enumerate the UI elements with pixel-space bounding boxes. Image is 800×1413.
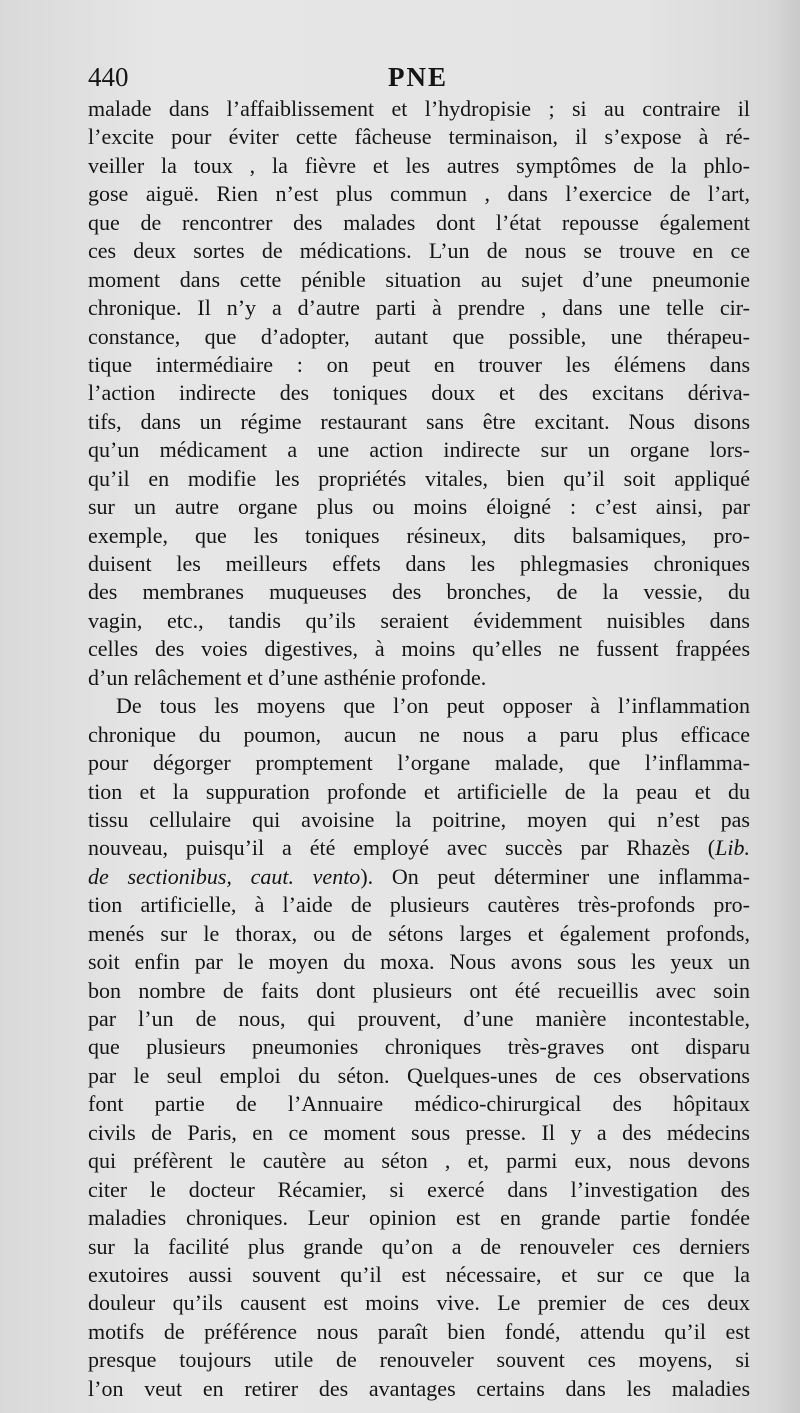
text-line: tissu cellulaire qui avoisine la poitrine, moyen qui n’est pas bbox=[88, 806, 750, 832]
text-line: qu’un médicament a une action indirecte sur un organe lors- bbox=[88, 437, 750, 463]
text-line: sur un autre organe plus ou moins éloigné : c’est ainsi, par bbox=[88, 494, 750, 520]
text-line: exutoires aussi souvent qu’il est nécessaire, et sur ce que la bbox=[88, 1261, 750, 1287]
text-line: qu’il en modifie les propriétés vitales, bien qu’il soit appliqué bbox=[88, 465, 750, 491]
text-line: citer le docteur Récamier, si exercé dans l’investigation des bbox=[88, 1176, 750, 1202]
citation-italic: Lib. bbox=[715, 835, 750, 861]
text-line: tion artificielle, à l’aide de plusieurs cautères très-profonds pro- bbox=[88, 892, 750, 918]
citation-italic: de sectionibus, caut. vento bbox=[88, 863, 361, 889]
text-line: vagin, etc., tandis qu’ils seraient évidemment nuisibles dans bbox=[88, 607, 750, 633]
text-line: que plusieurs pneumonies chroniques très-graves ont disparu bbox=[88, 1034, 750, 1060]
text-line: menés sur le thorax, ou de sétons larges et également profonds, bbox=[88, 920, 750, 946]
text-line: veiller la toux , la fièvre et les autres symptômes de la phlo- bbox=[88, 152, 750, 178]
page-number: 440 bbox=[88, 62, 129, 92]
text-line: maladies chroniques. Leur opinion est en grande partie fondée bbox=[88, 1205, 750, 1231]
text-line: par le seul emploi du séton. Quelques-unes de ces observations bbox=[88, 1062, 750, 1088]
paragraph-end-line: d’un relâchement et d’une asthénie profonde. bbox=[88, 664, 487, 690]
text-line: par l’un de nous, qui prouvent, d’une manière incontestable, bbox=[88, 1006, 750, 1031]
text-line: que de rencontrer des malades dont l’état repousse également bbox=[88, 209, 750, 235]
text-line-with-citation bbox=[88, 834, 750, 862]
text-line: constance, que d’adopter, autant que possible, une thérapeu- bbox=[88, 323, 750, 349]
text-line: chronique. Il n’y a d’autre parti à prendre , dans une telle cir- bbox=[88, 295, 750, 321]
text-line: gose aiguë. Rien n’est plus commun , dans l’exercice de l’art, bbox=[88, 181, 750, 207]
text-line: celles des voies digestives, à moins qu’elles ne fussent frappées bbox=[88, 636, 750, 662]
page-edge-shadow bbox=[770, 0, 800, 1413]
text-line: presque toujours utile de renouveler souvent ces moyens, si bbox=[88, 1347, 750, 1373]
text-line: bon nombre de faits dont plusieurs ont été recueillis avec soin bbox=[88, 977, 750, 1003]
text-segment: ). On peut déterminer une inflamma- bbox=[360, 863, 750, 889]
text-line: chronique du poumon, aucun ne nous a paru plus efficace bbox=[88, 721, 750, 747]
text-line: tion et la suppuration profonde et artificielle de la peau et du bbox=[88, 778, 750, 804]
text-line: malade dans l’affaiblissement et l’hydropisie ; si au contraire il bbox=[88, 96, 750, 121]
text-line: ces deux sortes de médications. L’un de nous se trouve en ce bbox=[88, 238, 750, 264]
text-line: des membranes muqueuses des bronches, de la vessie, du bbox=[88, 579, 750, 605]
text-line: tique intermédiaire : on peut en trouver les élémens dans bbox=[88, 351, 750, 377]
text-line: l’action indirecte des toniques doux et des excitans dériva- bbox=[88, 380, 750, 406]
text-line: l’excite pour éviter cette fâcheuse terminaison, il s’expose à ré- bbox=[88, 124, 750, 150]
page-header bbox=[88, 62, 748, 96]
running-head: PNE bbox=[388, 62, 448, 92]
text-line: tifs, dans un régime restaurant sans être excitant. Nous disons bbox=[88, 408, 750, 434]
text-line-with-citation bbox=[88, 863, 750, 891]
text-line: duisent les meilleurs effets dans les phlegmasies chroniques bbox=[88, 551, 750, 576]
text-line: motifs de préférence nous paraît bien fondé, attendu qu’il est bbox=[88, 1318, 750, 1344]
text-line: soit enfin par le moyen du moxa. Nous avons sous les yeux un bbox=[88, 949, 750, 975]
text-line: qui préfèrent le cautère au séton , et, parmi eux, nous devons bbox=[88, 1148, 750, 1174]
text-line: l’on veut en retirer des avantages certains dans les maladies bbox=[88, 1375, 750, 1401]
body-text bbox=[88, 95, 750, 1403]
text-line: sur la facilité plus grande qu’on a de renouveler ces derniers bbox=[88, 1233, 750, 1259]
text-line: douleur qu’ils causent est moins vive. Le premier de ces deux bbox=[88, 1290, 750, 1316]
text-line: pour dégorger promptement l’organe malade, que l’inflamma- bbox=[88, 750, 750, 776]
text-line: moment dans cette pénible situation au sujet d’une pneumonie bbox=[88, 266, 750, 292]
paragraph-start-line: De tous les moyens que l’on peut opposer à l’inflammation bbox=[116, 693, 750, 719]
text-line: civils de Paris, en ce moment sous presse. Il y a des médecins bbox=[88, 1119, 750, 1145]
text-segment: nouveau, puisqu’il a été employé avec succès par Rhazès ( bbox=[88, 835, 716, 861]
text-line: font partie de l’Annuaire médico-chirurgical des hôpitaux bbox=[88, 1091, 750, 1117]
text-line: exemple, que les toniques résineux, dits balsamiques, pro- bbox=[88, 522, 750, 548]
